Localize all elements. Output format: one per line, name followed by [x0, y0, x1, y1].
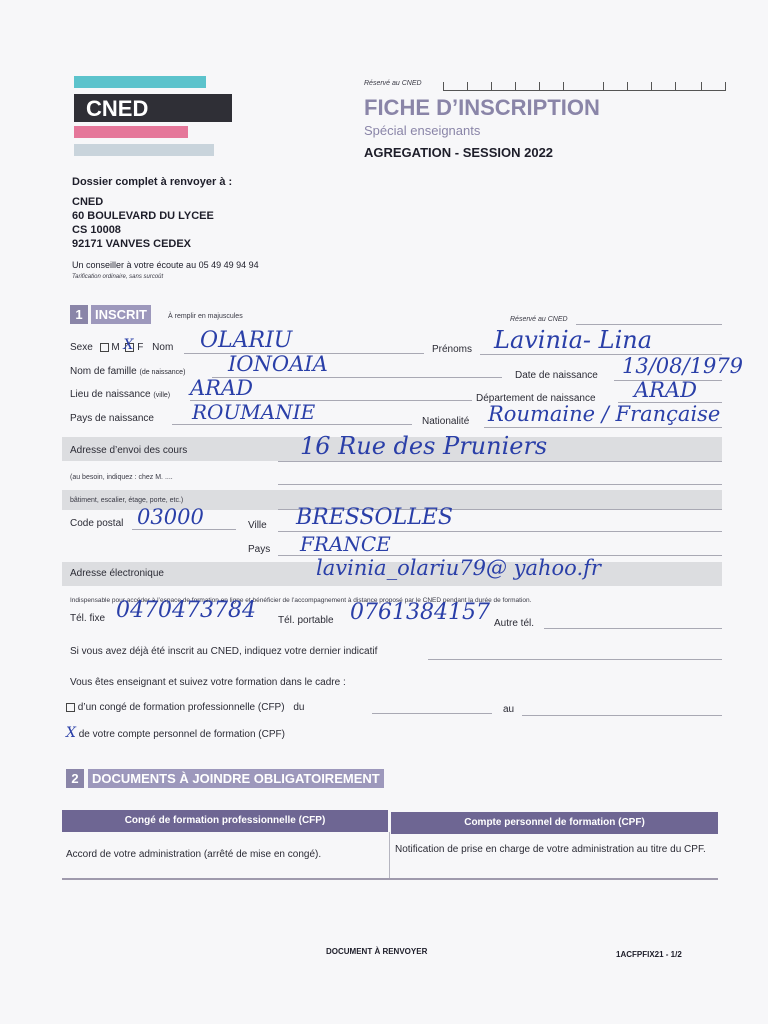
pays-naissance-value[interactable]: ROUMANIE	[192, 400, 316, 424]
sexe-f-checkbox[interactable]: X	[123, 336, 134, 353]
email-hint: Indispensable pour accéder à l’espace de formation en ligne et bénéficier de l’accompagnement à distance proposé par le CNED pendant la durée de formation.	[70, 597, 532, 604]
section1-title: INSCRIT	[91, 305, 151, 324]
table-divider	[389, 832, 390, 878]
adresse-line-1	[278, 461, 722, 462]
email-label: Adresse électronique	[70, 568, 164, 579]
tel-fixe-value[interactable]: 0470473784	[116, 598, 256, 623]
reserved-line	[576, 324, 722, 325]
table-bottom-line	[62, 878, 718, 880]
nationalite-value[interactable]: Roumaine / Française	[488, 402, 721, 426]
date-naissance-label: Date de naissance	[515, 370, 598, 381]
adresse-hint-1: (au besoin, indiquez : chez M. ....	[70, 474, 173, 481]
deja-inscrit-line	[428, 659, 722, 660]
return-heading: Dossier complet à renvoyer à :	[72, 176, 233, 188]
nationalite-label: Nationalité	[422, 416, 470, 427]
tel-portable-label: Tél. portable	[278, 615, 334, 626]
col-header-cpf: Compte personnel de formation (CPF)	[391, 812, 718, 834]
nationalite-line	[484, 427, 722, 428]
cpf-checkbox-mark[interactable]: X	[66, 725, 76, 741]
cfp-option[interactable]: d’un congé de formation professionnelle (CFP) du	[66, 702, 304, 713]
code-postal-value[interactable]: 03000	[137, 505, 204, 529]
nom-value[interactable]: OLARIU	[200, 328, 293, 353]
adresse-label: Adresse d’envoi des cours	[70, 445, 188, 456]
form-title: FICHE D’INSCRIPTION	[364, 95, 600, 120]
cfp-checkbox[interactable]	[66, 703, 75, 712]
pays-label: Pays	[248, 544, 271, 555]
cpf-option[interactable]: X de votre compte personnel de formation (CPF)	[66, 725, 285, 741]
pays-value[interactable]: FRANCE	[300, 532, 391, 556]
reserved-label: Réservé au CNED	[364, 80, 422, 87]
cadre-label: Vous êtes enseignant et suivez votre formation dans le cadre :	[70, 677, 346, 688]
reserved-boxes[interactable]	[443, 80, 726, 91]
section1-reserved: Réservé au CNED	[510, 316, 568, 323]
form-subtitle: Spécial enseignants	[364, 123, 481, 138]
table-cell-cpf: Notification de prise en charge de votre administration au titre du CPF.	[395, 844, 706, 855]
tel-fixe-label: Tél. fixe	[70, 613, 106, 624]
footer-center: DOCUMENT À RENVOYER	[326, 947, 428, 956]
col-header-cfp: Congé de formation professionnelle (CFP)	[62, 810, 388, 832]
adresse-value[interactable]: 16 Rue des Pruniers	[300, 432, 548, 460]
return-address: CNED 60 BOULEVARD DU LYCEE CS 10008 92171 VANVES CEDEX	[72, 196, 214, 250]
departement-label: Département de naissance	[476, 393, 596, 404]
prenoms-label: Prénoms	[432, 344, 473, 355]
au-label: au	[503, 704, 515, 715]
pays-naissance-label: Pays de naissance	[70, 413, 154, 424]
tariff-note: Tarification ordinaire, sans surcoût	[72, 274, 164, 280]
sexe-label: Sexe M X F Nom	[70, 336, 174, 353]
section1-number: 1	[70, 305, 88, 324]
table-cell-cfp: Accord de votre administration (arrêté de mise en congé).	[66, 849, 322, 860]
adresse-hint-2: bâtiment, escalier, étage, porte, etc.)	[70, 497, 184, 504]
nom-famille-value[interactable]: IONOAIA	[228, 352, 328, 376]
advisor-phone: Un conseiller à votre écoute au 05 49 49 94 94	[72, 260, 259, 270]
logo	[74, 76, 234, 158]
cfp-au-line	[522, 715, 722, 716]
logo-box	[74, 94, 232, 122]
autre-tel-line	[544, 628, 722, 629]
email-value[interactable]: lavinia_olariu79@ yahoo.fr	[316, 556, 601, 580]
date-naissance-value[interactable]: 13/08/1979	[622, 354, 744, 378]
prenoms-value[interactable]: Lavinia- Lina	[494, 326, 653, 354]
pays-naissance-line	[172, 424, 412, 425]
lieu-label: Lieu de naissance (ville)	[70, 389, 171, 400]
code-postal-line	[132, 529, 236, 530]
ville-label: Ville	[248, 520, 267, 531]
nom-famille-line	[212, 377, 502, 378]
lieu-value[interactable]: ARAD	[190, 376, 253, 400]
sexe-m-checkbox[interactable]	[100, 343, 109, 352]
tel-portable-value[interactable]: 0761384157	[350, 600, 490, 625]
form-session: AGREGATION - SESSION 2022	[364, 145, 554, 160]
section2-title: DOCUMENTS À JOINDRE OBLIGATOIREMENT	[88, 769, 384, 788]
nom-famille-label: Nom de famille (de naissance)	[70, 366, 186, 377]
cfp-du-line	[372, 713, 492, 714]
logo-bar-pink	[74, 126, 188, 138]
logo-bar-teal	[74, 76, 206, 88]
logo-bar-grey	[74, 144, 214, 156]
ville-value[interactable]: BRESSOLLES	[296, 505, 453, 530]
autre-tel-label: Autre tél.	[494, 618, 535, 629]
section1-hint: À remplir en majuscules	[168, 313, 243, 320]
code-postal-label: Code postal	[70, 518, 124, 529]
deja-inscrit-label: Si vous avez déjà été inscrit au CNED, indiquez votre dernier indicatif	[70, 646, 378, 657]
departement-value[interactable]: ARAD	[634, 378, 697, 402]
section2-number: 2	[66, 769, 84, 788]
footer-right: 1ACFPFIX21 - 1/2	[616, 950, 682, 959]
adresse-line-2	[278, 484, 722, 485]
logo-text: CNED	[86, 96, 149, 121]
